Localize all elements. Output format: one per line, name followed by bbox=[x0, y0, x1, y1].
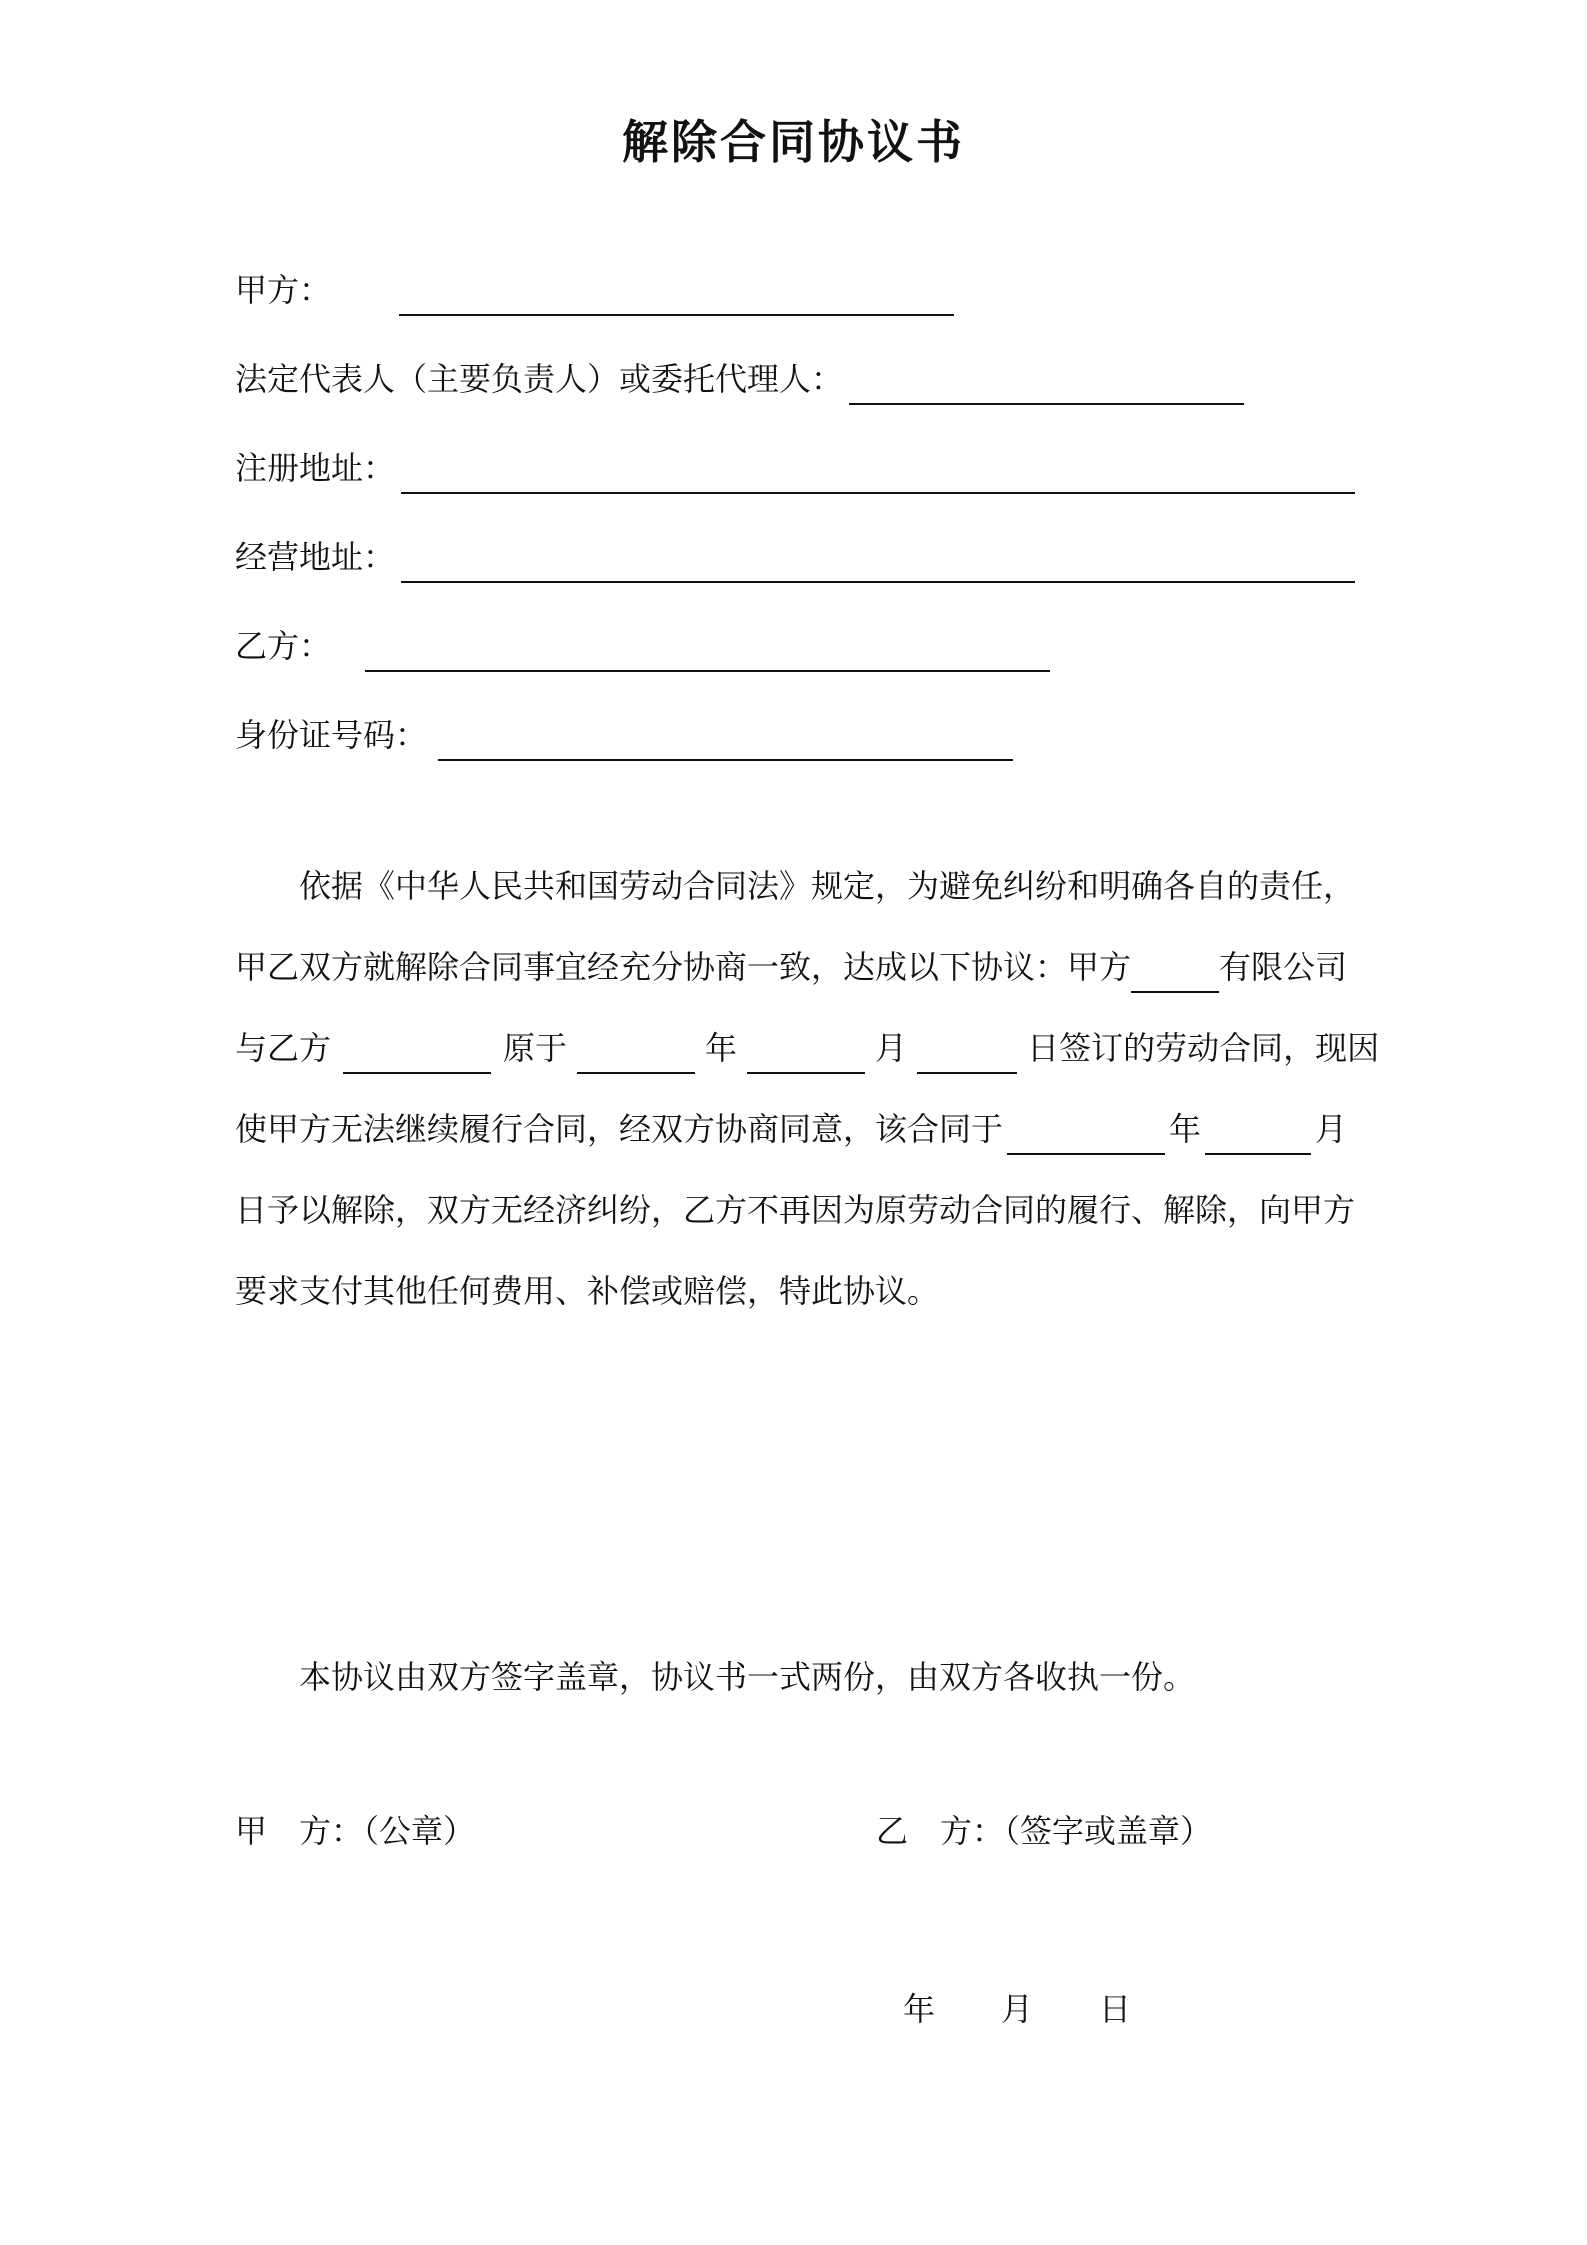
field-row-legal-rep bbox=[235, 332, 1355, 421]
field-row-party-b bbox=[235, 599, 1355, 688]
blank-line bbox=[438, 725, 1013, 761]
blank-line bbox=[343, 1038, 491, 1074]
blank-line bbox=[747, 1038, 865, 1074]
body-text: 年 bbox=[1169, 1110, 1202, 1147]
blank-line bbox=[1205, 1119, 1311, 1155]
field-row-party-a bbox=[235, 243, 1355, 332]
blank-line bbox=[401, 458, 1355, 494]
blank-line bbox=[365, 636, 1050, 672]
field-label-registered-address: 注册地址： bbox=[235, 449, 396, 486]
body-text: 日签订的劳动合同，现因 bbox=[1027, 1029, 1380, 1066]
body-text: 依据《中华人民共和国劳动合同法》规定，为避免纠纷和明确各自的责任， bbox=[299, 867, 1356, 904]
blank-line bbox=[577, 1038, 695, 1074]
blank-line bbox=[1131, 957, 1219, 993]
blank-line bbox=[917, 1038, 1017, 1074]
body-line bbox=[235, 1248, 1355, 1329]
field-row-id-number bbox=[235, 688, 1355, 777]
body-paragraph bbox=[235, 843, 1380, 1329]
body-text: 日予以解除，双方无经济纠纷，乙方不再因为原劳动合同的履行、解除，向甲方 bbox=[235, 1191, 1356, 1228]
party-b-signature-label: 乙 方：（签字或盖章） bbox=[876, 1813, 1213, 1849]
body-line bbox=[235, 924, 1355, 1005]
field-label-party-b: 乙方： bbox=[235, 627, 332, 664]
field-label-id-number: 身份证号码： bbox=[235, 716, 428, 753]
date-placeholder-year: 年 bbox=[903, 1991, 936, 2027]
document-content bbox=[235, 0, 1380, 2245]
body-line bbox=[235, 1167, 1355, 1248]
body-text: 月 bbox=[1315, 1110, 1348, 1147]
blank-line bbox=[399, 280, 954, 316]
date-placeholder-day: 日 bbox=[1099, 1991, 1132, 2027]
party-a-signature-label: 甲 方：（公章） bbox=[235, 1813, 476, 1849]
blank-line bbox=[1007, 1119, 1165, 1155]
body-text: 与乙方 bbox=[235, 1029, 332, 1066]
field-row-registered-address bbox=[235, 421, 1355, 510]
body-text: 年 bbox=[705, 1029, 738, 1066]
body-line bbox=[235, 1005, 1380, 1086]
header-fields bbox=[235, 243, 1355, 777]
body-line bbox=[235, 843, 1355, 924]
field-row-business-address bbox=[235, 510, 1355, 599]
signature-row bbox=[235, 1806, 1355, 1850]
blank-line bbox=[849, 369, 1244, 405]
date-line bbox=[903, 1984, 1131, 2030]
blank-line bbox=[401, 547, 1355, 583]
field-label-business-address: 经营地址： bbox=[235, 538, 396, 575]
closing-clause: 本协议由双方签字盖章，协议书一式两份，由双方各收执一份。 bbox=[299, 1659, 1196, 1695]
body-text: 要求支付其他任何费用、补偿或赔偿，特此协议。 bbox=[235, 1272, 940, 1309]
field-label-legal-rep: 法定代表人（主要负责人）或委托代理人： bbox=[235, 360, 844, 397]
document-title: 解除合同协议书 bbox=[622, 117, 965, 168]
body-line bbox=[235, 1086, 1355, 1167]
body-text: 甲乙双方就解除合同事宜经充分协商一致，达成以下协议：甲方 bbox=[235, 948, 1132, 985]
body-text: 月 bbox=[875, 1029, 908, 1066]
body-text: 原于 bbox=[503, 1029, 568, 1066]
date-placeholder-month: 月 bbox=[1001, 1991, 1034, 2027]
field-label-party-a: 甲方： bbox=[235, 271, 332, 308]
body-text: 使甲方无法继续履行合同，经双方协商同意，该合同于 bbox=[235, 1110, 1004, 1147]
body-text: 有限公司 bbox=[1219, 948, 1348, 985]
